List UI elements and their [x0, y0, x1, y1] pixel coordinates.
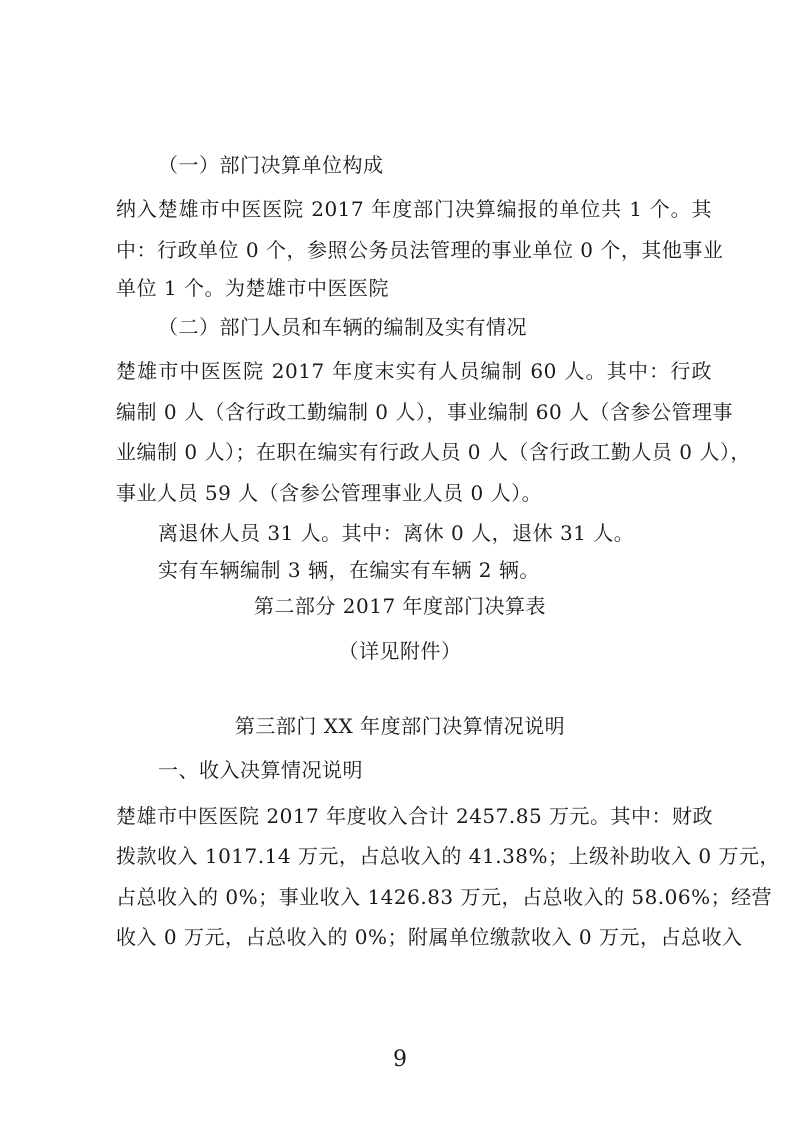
- paragraph-line: 纳入楚雄市中医医院 2017 年度部门决算编报的单位共 1 个。其: [116, 197, 712, 221]
- part-two-subtitle: （详见附件）: [338, 639, 462, 663]
- paragraph-line: 楚雄市中医医院 2017 年度末实有人员编制 60 人。其中：行政: [116, 359, 712, 383]
- part-three-title: 第三部门 XX 年度部门决算情况说明: [234, 714, 566, 738]
- part-two-title: 第二部分 2017 年度部门决算表: [253, 594, 547, 618]
- paragraph-line: 占总收入的 0%；事业收入 1426.83 万元，占总收入的 58.06%；经营: [116, 885, 773, 909]
- paragraph-line: 业编制 0 人）；在职在编实有行政人员 0 人（含行政工勤人员 0 人），: [116, 440, 751, 464]
- section-heading-unit-composition: （一）部门决算单位构成: [158, 153, 384, 177]
- paragraph-line: 楚雄市中医医院 2017 年度收入合计 2457.85 万元。其中：财政: [116, 804, 714, 828]
- paragraph-line: 事业人员 59 人（含参公管理事业人员 0 人）。: [116, 481, 543, 505]
- paragraph-retirees: 离退休人员 31 人。其中：离休 0 人，退休 31 人。: [158, 521, 635, 545]
- paragraph-line: 单位 1 个。为楚雄市中医医院: [116, 276, 389, 300]
- paragraph-line: 中：行政单位 0 个，参照公务员法管理的事业单位 0 个，其他事业: [116, 238, 724, 262]
- section-heading-income: 一、收入决算情况说明: [158, 758, 363, 782]
- paragraph-line: 收入 0 万元，占总收入的 0%；附属单位缴款收入 0 万元，占总收入: [116, 925, 743, 949]
- paragraph-line: 拨款收入 1017.14 万元，占总收入的 41.38%；上级补助收入 0 万元，: [116, 844, 780, 868]
- paragraph-line: 编制 0 人（含行政工勤编制 0 人），事业编制 60 人（含参公管理事: [116, 400, 734, 424]
- paragraph-vehicles: 实有车辆编制 3 辆，在编实有车辆 2 辆。: [158, 558, 540, 582]
- section-heading-staff-vehicles: （二）部门人员和车辆的编制及实有情况: [158, 315, 527, 339]
- page-number: 9: [393, 1047, 407, 1072]
